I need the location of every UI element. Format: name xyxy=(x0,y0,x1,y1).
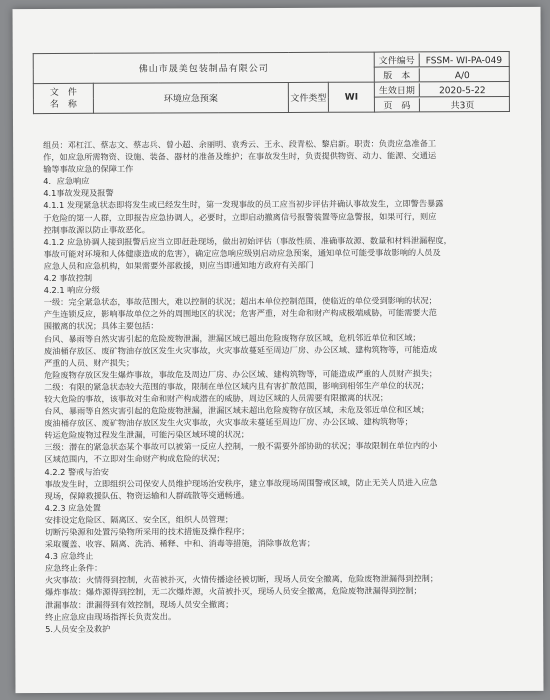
body-line: 产生连锁反应，影响事故单位之外的周围地区的状况；危害严重，对生命和财产构成极端威胁，可能需要大范 xyxy=(43,307,437,320)
page-value: 共3页 xyxy=(450,100,475,111)
company-name: 佛山市晟美包装制品有限公司 xyxy=(33,52,374,83)
body-line: 应急人员和应急机构，如果需要外部救援，则应当即通知地方政府有关部门 xyxy=(43,259,314,271)
file-name-label-line2: 名 称 xyxy=(49,99,77,110)
body-line: 切断污染源和处置污染物所采用的技术措施及操作程序； xyxy=(44,526,250,538)
body-line: 较大危险的事故，该事故对生命和财产构成潜在的威胁，周边区域的人员需要有限撤离的状况； xyxy=(44,392,389,404)
body-line: 严重的人员、财产损失； xyxy=(44,357,135,368)
body-line: 4.2.3 应急处置 xyxy=(44,502,101,513)
body-line: 采取覆盖、收容、隔离、洗消、稀释、中和、消毒等措施，消除事故危害； xyxy=(44,537,316,550)
body-line: 4.2.1 响应分级 xyxy=(43,284,100,296)
version-value: A/0 xyxy=(454,70,470,81)
effective-value: 2020-5-22 xyxy=(439,85,486,96)
body-line: 转运危险废物过程发生泄漏，可能污染区域环境的状况； xyxy=(44,429,250,441)
doc-no-row xyxy=(374,51,509,67)
body-line: 废油桶存放区、废矿物油存放区发生火灾事故，火灾事故未蔓延至周边厂房、办公区域、建构筑物等； xyxy=(44,416,413,429)
version-row xyxy=(374,66,509,82)
doc-no-label: 文件编号 xyxy=(375,53,420,66)
doc-no-value: FSSM- WI-PA-049 xyxy=(425,55,503,66)
file-name-value: 环境应急预案 xyxy=(93,82,288,113)
body-line: 泄漏事故：泄漏得到有效控制，现场人员安全撤离； xyxy=(45,598,234,610)
body-line: 输等事故应急的保障工作 xyxy=(43,163,134,175)
body-line: 5.人员安全及救护 xyxy=(45,623,111,634)
body-line: 二级：有限的紧急状态较大范围的事故，限制在单位区域内且有害扩散范围，影响到相邻生产单位的状况； xyxy=(44,380,430,392)
body-line: 4.3 应急终止 xyxy=(44,550,94,562)
body-line: 4.1事故发现及报警 xyxy=(43,188,114,199)
file-name-label xyxy=(33,83,93,113)
body-line: 爆炸事故：爆炸源得到控制，无二次爆炸源，火苗被扑灭，现场人员安全撤离，危险废物泄漏得到控制； xyxy=(45,585,422,598)
body-line: 4．应急响应 xyxy=(43,176,90,187)
document-body xyxy=(43,137,500,635)
body-line: 应急终止条件： xyxy=(44,563,103,574)
body-line: 一级：完全紧急状态，事故范围大，难以控制的状况；超出本单位控制范围，使临近的单位受到影响的状况； xyxy=(43,295,437,308)
body-line: 组员：邓杠江、蔡志文、蔡志兵、曾小超、余丽明、袁秀云、王永、段青松、黎启新。职责：负责应急准备工 xyxy=(43,138,437,151)
body-line: 危险废物存放区发生爆炸事故，事故危及周边厂房、办公区域、建构筑物等，可能造成严重的人员财产损失； xyxy=(44,368,438,380)
body-line: 4.2 事故控制 xyxy=(43,272,93,284)
file-type-label: 文件类型 xyxy=(288,82,328,112)
body-line: 三级：潜在的紧急状态某个事故可以被第一反应人控制，一般不需要外部协助的状况；事故限制在单位内的小 xyxy=(44,440,438,453)
body-line: 安排设定危险区、隔离区、安全区，组织人员管理； xyxy=(44,514,234,525)
document-header-table xyxy=(33,51,510,114)
version-label: 版 本 xyxy=(375,68,420,81)
effective-label: 生效日期 xyxy=(375,83,420,96)
page-label: 页 码 xyxy=(375,98,420,111)
body-line: 台风、暴雨等自然灾害引起的危险废物泄漏，泄漏区域未超出危险废物存放区域，未危及邻近单位和区域； xyxy=(44,404,430,417)
body-line: 4.1.2 应急协调人接到报警后应当立即赶赴现场，做出初始评估（事故性质、准确事故源、数量和材料泄漏程度， xyxy=(43,234,452,247)
file-type-value: WI xyxy=(328,82,374,112)
body-line: 区域范围内，不立即对生命财产构成危险的状况； xyxy=(44,453,225,465)
body-line: 4.1.1 发现紧急状态即将发生或已经发生时，第一发现事故的员工应当初步评估并确认事故发生，立即警告暴露 xyxy=(43,198,444,211)
body-line: 事故可能对环境和人体健康造成的危害），确定应急响应级别启动应急预案，通知单位可能受事故影响的人员及 xyxy=(43,247,441,259)
effective-row xyxy=(374,81,509,97)
body-line: 作，如应急所需物资、设施、装备、器材的准备及维护；在事故发生时，负责提供物资、动力、能源、交通运 xyxy=(43,150,437,163)
page-row xyxy=(374,96,509,112)
body-line: 4.2.2 警戒与治安 xyxy=(44,466,109,477)
body-line: 现场，保障救援队伍、物资运输和人群疏散等交通畅通。 xyxy=(44,489,250,501)
body-line: 于危险的第一人群，立即报告应急协调人，必要时，立即启动撤离信号报警装置等应急警报，如果可行，则应 xyxy=(43,210,437,223)
document-page xyxy=(13,7,544,693)
body-line: 台风、暴雨等自然灾害引起的危险废物泄漏，泄漏区域已超出危险废物存放区域，危机邻近单位和区域； xyxy=(43,331,421,344)
body-line: 控制事故源以防止事故恶化。 xyxy=(43,224,150,235)
body-line: 终止应急应由现场指挥长负责发出。 xyxy=(45,611,177,622)
body-line: 废油桶存放区、废矿物油存放区发生火灾事故，火灾事故蔓延至周边厂房、办公区域、建构筑物等，可能造成 xyxy=(43,343,438,356)
body-line: 围撤离的状况；具体主要包括： xyxy=(43,320,159,332)
body-line: 火灾事故：火情得到控制，火苗被扑灭，火情传播途径被切断，现场人员安全撤离，危险废物泄漏得到控制； xyxy=(44,573,439,586)
file-name-label-line1: 文 件 xyxy=(49,87,77,98)
body-line: 事故发生时，立即组织公司保安人员维护现场治安秩序，建立事故现场周围警戒区域，防止无关人员进入应急 xyxy=(44,476,438,489)
